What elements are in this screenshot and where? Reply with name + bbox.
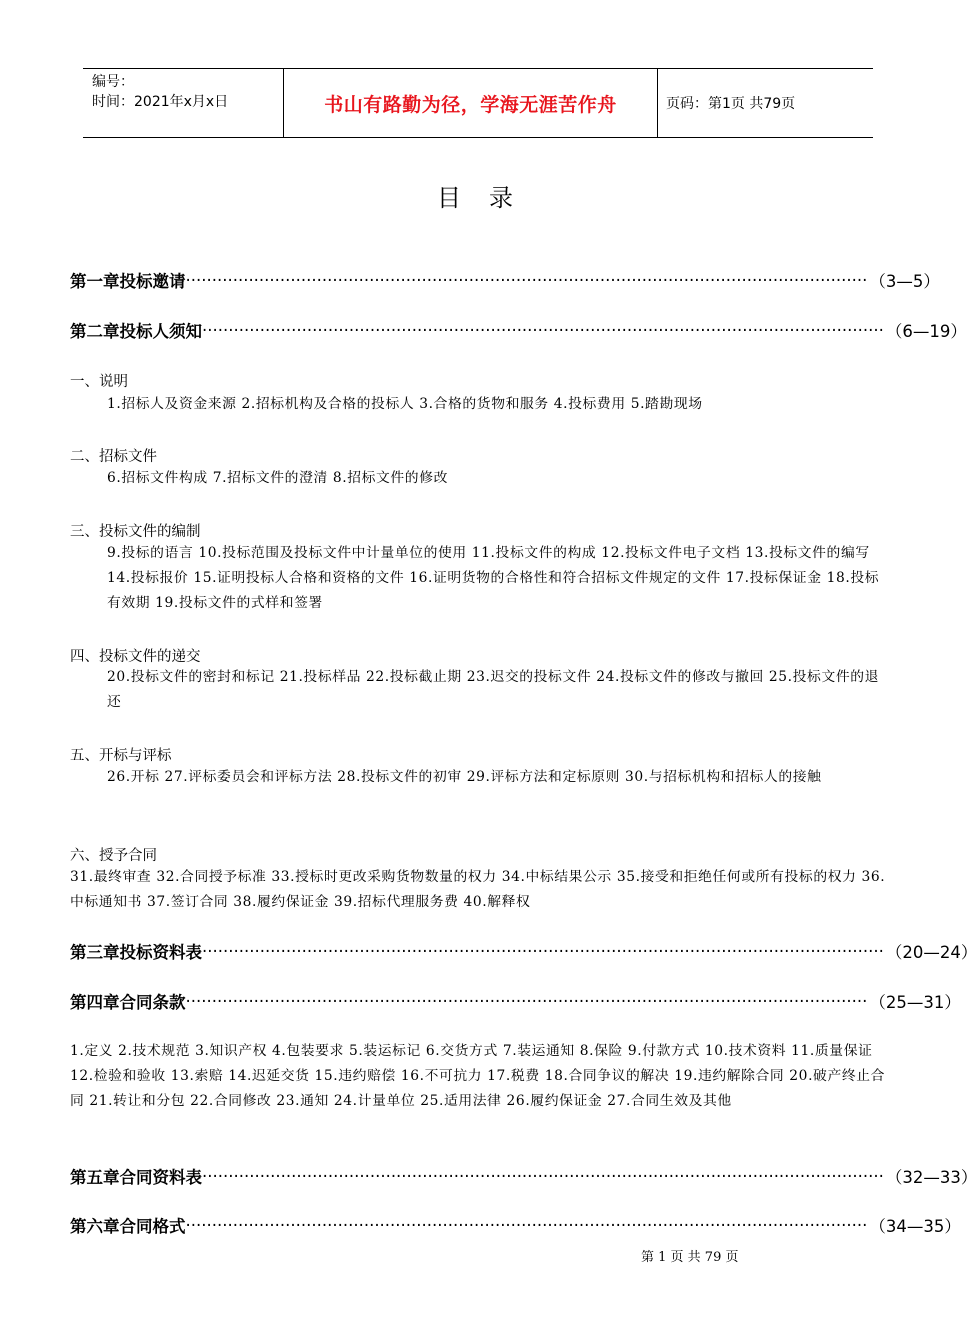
chapter-name: 投标邀请	[119, 272, 186, 291]
motto: 书山有路勤为径，学海无涯苦作舟	[284, 69, 658, 137]
section-text: 20.投标文件的密封和标记 21.投标样品 22.投标截止期 23.迟交的投标文件 24.投标文件的修改与撤回 25.投标文件的退还	[107, 669, 880, 710]
section-text: 26.开标 27.评标委员会和评标方法 28.投标文件的初审 29.评标方法和定标原则 30.与招标机构和招标人的接触	[107, 769, 822, 785]
chapter-pages: （34—35）	[869, 1217, 961, 1236]
contract-clauses-text: 1.定义 2.技术规范 3.知识产权 4.包装要求 5.装运标记 6.交货方式 7.装运通知 8.保险 9.付款方式 10.技术资料 11.质量保证 12.检验和验收 13.索赔 14.迟延交货 15.违约赔偿 16.不可抗力 17.税费 18.合同争议的解决 19.违约解除合同 20.破产终止合同 21.转让和分包 22.合同修改 23.通知 24.计量单位 25.适用法律 26.履约保证金 27.合同生效及其他	[70, 1043, 886, 1109]
chapter-number: 第三章	[70, 943, 120, 962]
section-text: 9.投标的语言 10.投标范围及投标文件中计量单位的使用 11.投标文件的构成 12.投标文件电子文档 13.投标文件的编写 14.投标报价 15.证明投标人合格和资格的文件 16.证明货物的合格性和符合招标文件规定的文件 17.投标保证金 18.投标有效期 19.投标文件的式样和签署	[107, 545, 880, 611]
chapter-name: 投标人须知	[119, 322, 202, 341]
dot-leader: ··································································································································	[185, 270, 868, 290]
dot-leader: ··································································································································	[202, 941, 884, 961]
section-text: 1.招标人及资金来源 2.招标机构及合格的投标人 3.合格的货物和服务 4.投标费用 5.踏勘现场	[107, 396, 703, 412]
time-label: 时间：2021年x月x日	[92, 94, 229, 110]
section-title: 五、开标与评标	[70, 748, 172, 764]
number-label: 编号：	[92, 74, 134, 90]
dot-leader: ··································································································································	[185, 1215, 868, 1235]
chapter-number: 第一章	[70, 272, 120, 291]
chapter-pages: （32—33）	[885, 1168, 977, 1187]
chapter-number: 第六章	[70, 1217, 120, 1236]
dot-leader: ··································································································································	[185, 991, 868, 1011]
header-meta	[83, 69, 284, 137]
chapter-pages: （20—24）	[885, 943, 977, 962]
toc-chapter[interactable]	[70, 938, 977, 964]
section-title: 二、招标文件	[70, 449, 157, 465]
title-char-2: 录	[489, 184, 513, 212]
section-title: 三、投标文件的编制	[70, 524, 201, 540]
chapter-name: 合同资料表	[119, 1168, 202, 1187]
section-text: 6.招标文件构成 7.招标文件的澄清 8.招标文件的修改	[107, 470, 448, 486]
dot-leader: ··································································································································	[202, 1166, 884, 1186]
page-header	[83, 68, 873, 138]
toc-chapter[interactable]	[70, 317, 967, 343]
section-title: 一、说明	[70, 374, 128, 390]
header-page-info: 页码：第1页 共79页	[666, 96, 796, 112]
toc-chapter[interactable]	[70, 988, 961, 1014]
toc-chapter[interactable]	[70, 1163, 977, 1189]
chapter-name: 合同条款	[119, 993, 186, 1012]
chapter-number: 第四章	[70, 993, 120, 1012]
section-text: 31.最终审查 32.合同授予标准 33.授标时更改采购货物数量的权力 34.中标结果公示 35.接受和拒绝任何或所有投标的权力 36.中标通知书 37.签订合同 38.履约保证金 39.招标代理服务费 40.解释权	[70, 869, 886, 910]
toc-chapter[interactable]	[70, 1212, 961, 1238]
chapter-number: 第五章	[70, 1168, 120, 1187]
chapter-pages: （3—5）	[869, 272, 940, 291]
toc-chapter[interactable]	[70, 267, 940, 293]
chapter-name: 合同格式	[119, 1217, 186, 1236]
chapter-pages: （6—19）	[885, 322, 967, 341]
chapter-number: 第二章	[70, 322, 120, 341]
page-footer: 第 1 页 共 79 页	[641, 1250, 739, 1265]
page-title	[0, 178, 950, 213]
chapter-pages: （25—31）	[869, 993, 961, 1012]
chapter-name: 投标资料表	[119, 943, 202, 962]
title-char-1: 目	[437, 184, 461, 212]
section-title: 四、投标文件的递交	[70, 649, 201, 665]
dot-leader: ··································································································································	[202, 320, 884, 340]
section-title: 六、授予合同	[70, 848, 157, 864]
